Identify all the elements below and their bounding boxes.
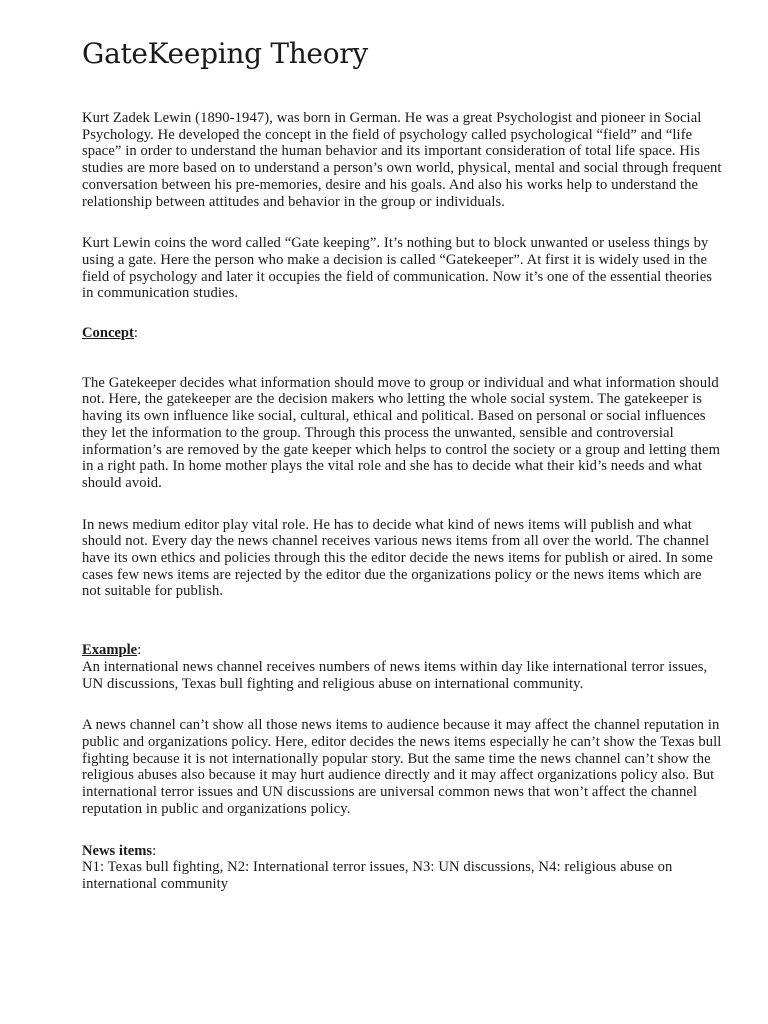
example-paragraph-1: An international news channel receives numbers of news items within day like international terror issues, UN discussions, Texas bull fighting and religious abuse on international community. <box>82 658 708 692</box>
example-heading-label: Example <box>82 642 138 659</box>
concept-paragraph-2: In news medium editor play vital role. He has to decide what kind of news items will publish and what should not. Every day the news channel receives various news items from all over the world. The channel have its own ethics and policies through this the editor decide the news items for publish or aired. In some cases few news items are rejected by the editor due the organizations policy or the news items which are not suitable for publish. <box>82 516 713 600</box>
concept-heading <box>82 325 722 342</box>
concept-heading-colon: : <box>133 325 138 342</box>
intro-paragraph-2: Kurt Lewin coins the word called “Gate keeping”. It’s nothing but to block unwanted or useless things by using a gate. Here the person who make a decision is called “Gatekeeper”. At first it is widely used in the field of psychology and later it occupies the field of communication. Now it’s one of the essential theories in communication studies. <box>82 235 713 302</box>
example-heading-colon: : <box>137 642 142 659</box>
concept-paragraph-1: The Gatekeeper decides what information should move to group or individual and what information should not. Here, the gatekeeper are the decision makers who letting the whole social system. The gatekeeper is having its own influence like social, cultural, ethical and political. Based on personal or social influences they let the information to the group. Through this process the unwanted, sensible and controversial information’s are removed by the gate keeper which helps to control the society or a group and letting them in a right path. In home mother plays the vital role and she has to decide what their kid’s needs and what should avoid. <box>82 374 721 491</box>
document-page <box>82 36 722 893</box>
news-items-heading <box>82 843 722 860</box>
intro-paragraph-1: Kurt Zadek Lewin (1890-1947), was born in German. He was a great Psychologist and pioneer in Social Psychology. He developed the concept in the field of psychology called psychological “field” and “life space” in order to understand the human behavior and its important consideration of total life space. His studies are more based on to understand a person’s own world, physical, mental and social through frequent conversation between his pre-memories, desire and his goals. And also his works help to understand the relationship between attitudes and behavior in the group or individuals. <box>82 110 722 210</box>
concept-heading-label: Concept <box>82 325 134 342</box>
news-items-heading-colon: : <box>152 842 157 859</box>
example-heading <box>82 642 722 659</box>
news-items-list: N1: Texas bull fighting, N2: International terror issues, N3: UN discussions, N4: religious abuse on international community <box>82 859 673 892</box>
document-title: GateKeeping Theory <box>82 37 368 70</box>
example-paragraph-2: A news channel can’t show all those news items to audience because it may affect the channel reputation in public and organizations policy. Here, editor decides the news items especially he can’t show the Texas bull fighting because it is not internationally popular story. But the same time the news channel can’t show the religious abuses also because it may hurt audience directly and it may affect organizations policy also. But international terror issues and UN discussions are universal common news that won’t affect the channel reputation in public and organizations policy. <box>82 717 722 817</box>
news-items-heading-label: News items <box>82 842 153 859</box>
